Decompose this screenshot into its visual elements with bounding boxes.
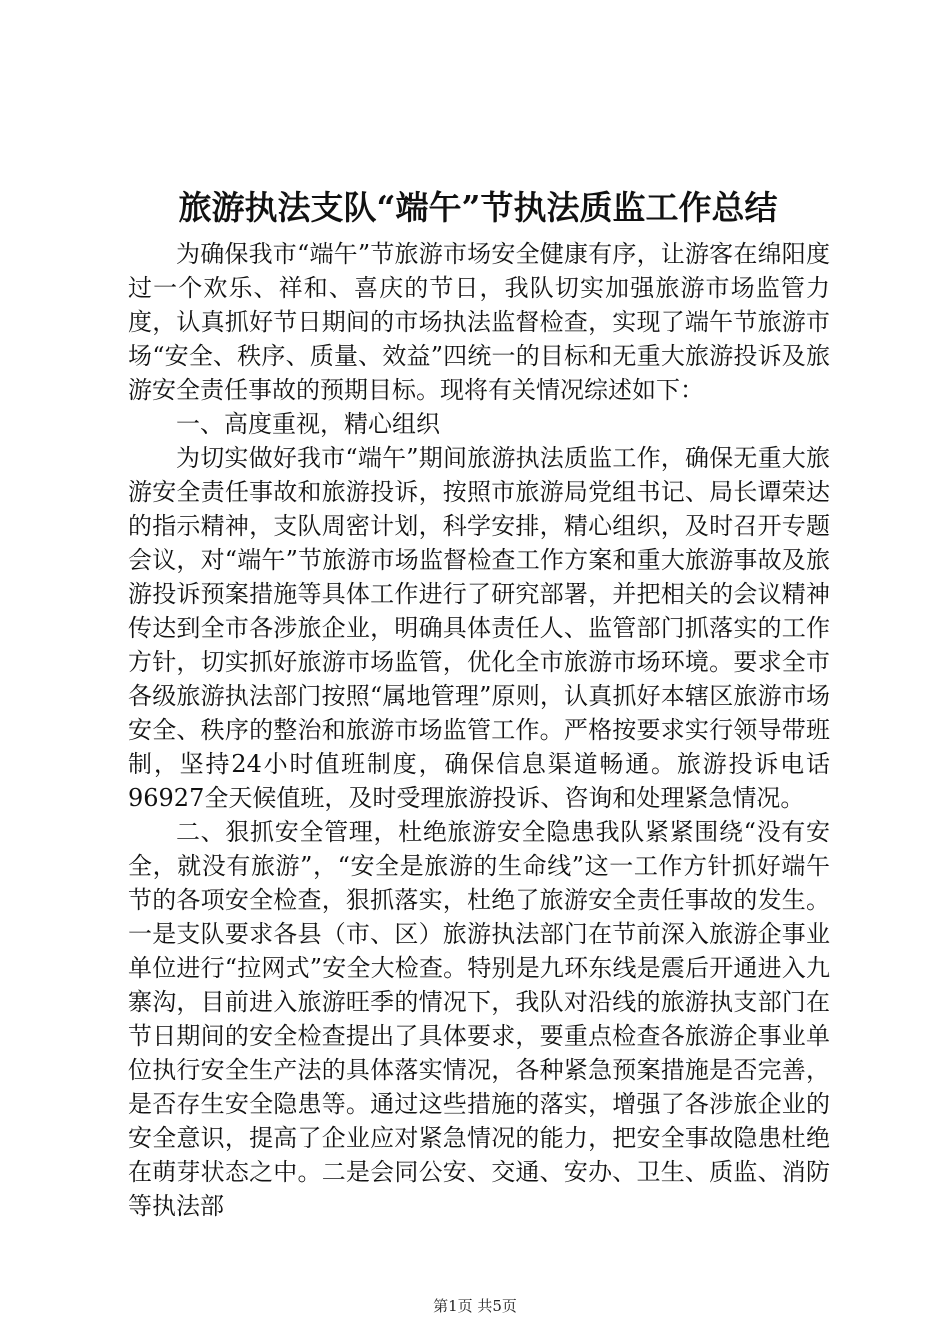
paragraph-intro: 为确保我市“端午”节旅游市场安全健康有序，让游客在绵阳度过一个欢乐、祥和、喜庆的节日，我队切实加强旅游市场监管力度，认真抓好节日期间的市场执法监督检查，实现了端午节旅游市场“安全、秩序、质量、效益”四统一的目标和无重大旅游投诉及旅游安全责任事故的预期目标。现将有关情况综述如下： xyxy=(128,240,830,404)
paragraph-section-2: 二、狠抓安全管理，杜绝旅游安全隐患我队紧紧围绕“没有安全，就没有旅游”，“安全是旅游的生命线”这一工作方针抓好端午节的各项安全检查，狠抓落实，杜绝了旅游安全责任事故的发生。一是支队要求各县（市、区）旅游执法部门在节前深入旅游企事业单位进行“拉网式”安全大检查。特别是九环东线是震后开通进入九寨沟，目前进入旅游旺季的情况下，我队对沿线的旅游执支部门在节日期间的安全检查提出了具体要求，要重点检查各旅游企事业单位执行安全生产法的具体落实情况，各种紧急预案措施是否完善，是否存生安全隐患等。通过这些措施的落实，增强了各涉旅企业的安全意识，提高了企业应对紧急情况的能力，把安全事故隐患杜绝在萌芽状态之中。二是会同公安、交通、安办、卫生、质监、消防等执法部 xyxy=(128,818,830,1220)
document-title: 旅游执法支队“端午”节执法质监工作总结 xyxy=(178,188,778,227)
page-number-footer: 第1页 共5页 xyxy=(433,1297,517,1315)
paragraph-section-1: 为切实做好我市“端午”期间旅游执法质监工作，确保无重大旅游安全责任事故和旅游投诉，按照市旅游局党组书记、局长谭荣达的指示精神，支队周密计划，科学安排，精心组织，及时召开专题会议，对“端午”节旅游市场监督检查工作方案和重大旅游事故及旅游投诉预案措施等具体工作进行了研究部署，并把相关的会议精神传达到全市各涉旅企业，明确具体责任人、监管部门抓落实的工作方针，切实抓好旅游市场监管，优化全市旅游市场环境。要求全市各级旅游执法部门按照“属地管理”原则，认真抓好本辖区旅游市场安全、秩序的整治和旅游市场监管工作。严格按要求实行领导带班制，坚持24小时值班制度，确保信息渠道畅通。旅游投诉电话96927全天候值班，及时受理旅游投诉、咨询和处理紧急情况。 xyxy=(128,444,830,812)
document-body xyxy=(128,237,830,1223)
section-heading-1: 一、高度重视，精心组织 xyxy=(176,410,440,438)
